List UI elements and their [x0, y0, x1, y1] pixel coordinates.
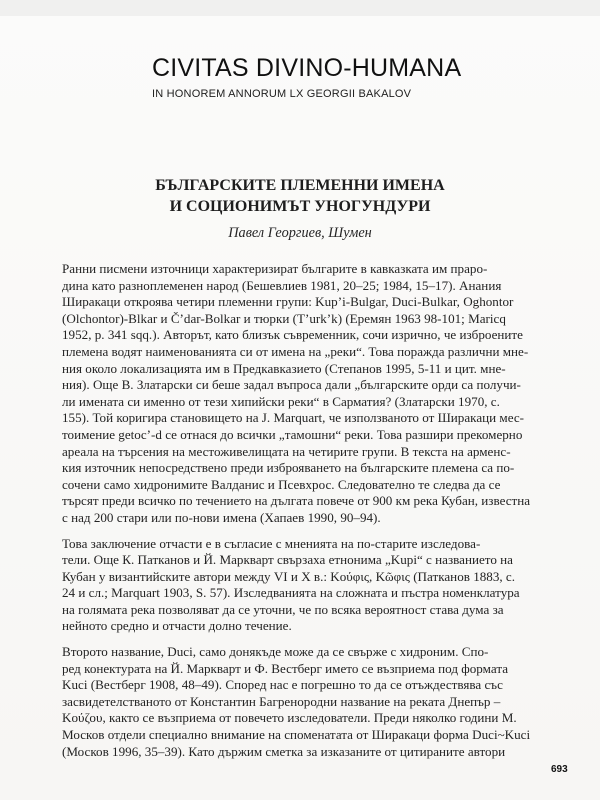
body-line: ния). Още В. Златарски си беше задал въпроса дали „българските орди са получи-: [62, 377, 521, 393]
body-line: тоимение getoc’-d се отнася до всички „тамошни“ реки. Това разшири прекомерно: [62, 426, 523, 442]
article-title: [40, 175, 560, 217]
body-line: (Москов 1996, 35–39). Като държим сметка за изказаните от цитираните автори: [62, 743, 506, 759]
body-line: ния около локализацията им в Предкавказието (Степанов 1995, 5-11 и цит. мне-: [62, 360, 506, 376]
body-line: ареала на търсения на местоживелищата на четирите групи. В текста на арменс-: [62, 443, 511, 459]
body-line: 1952, p. 341 sqq.). Авторът, като близък съвременник, сочи изрично, че изброените: [62, 327, 523, 343]
body-line: племена водят наименованията си от имена на „реки“. Това поражда различни мне-: [62, 343, 529, 359]
body-line: Ранни писмени източници характеризират българите в кавказката им прaро-: [62, 261, 488, 276]
body-line: 24 и сл.; Marquart 1903, S. 57). Изследванията на сложната и пъстра номенклатура: [62, 585, 520, 601]
body-line: нейното средно и отчасти долно течение.: [62, 618, 292, 634]
body-line: Кубан у византийските автори между VI и X в.: Κούφις, Κῶφις (Патканов 1883, с.: [62, 568, 516, 584]
body-line: дина като разноплеменен народ (Бешевлиев 1981, 20–25; 1984, 15–17). Анания: [62, 277, 502, 293]
body-line: с над 200 стари или по-нови имена (Хапаев 1990, 90–94).: [62, 509, 381, 525]
body-line: (Olchontor)-Blkar и Čʼdar-Bolkar и тюрки (Tʼurkʼk) (Еремян 1963 98-101; Maricq: [62, 310, 506, 326]
paragraph: [62, 536, 574, 636]
body-line: Това заключение отчасти е в съгласие с мненията на по-старите изследова-: [62, 535, 481, 551]
body-line: Κούζου, както се възприема от повечето изследователи. Преди няколко години М.: [62, 710, 517, 726]
body-line: кия източник непосредствено преди изброяването на българските племена са по-: [62, 460, 515, 476]
body-line: Москов отдели специално внимание на споменатата от Ширакаци форма Duci~Kuci: [62, 727, 531, 743]
page-top-rule: [0, 0, 600, 16]
paragraph: [62, 644, 574, 760]
page-number: 693: [551, 764, 568, 775]
body-line: на голямата река позволяват да се уточни, че по всяка вероятност става дума за: [62, 601, 504, 617]
body-line: засвидетелстваното от Константин Багренородни название на реката Днепър –: [62, 693, 501, 709]
article-body: [62, 261, 574, 769]
series-subtitle: IN HONOREM ANNORUM LX GEORGII BAKALOV: [152, 88, 412, 100]
body-line: ли имената си именно от тези хипийски реки“ в Сарматия? (Златарски 1970, с.: [62, 393, 500, 409]
body-line: ред конектурата на Й. Маркварт и Ф. Вестберг името се възприема под формата: [62, 660, 509, 676]
series-title: CIVITAS DIVINO-HUMANA: [152, 54, 462, 82]
author-line: Павел Георгиев, Шумен: [228, 225, 372, 241]
article-title-line: И СОЦИОНИМЪТ УНОГУНДУРИ: [169, 198, 431, 215]
body-line: Второто название, Duci, само донякъде може да се свърже с хидроним. Спо-: [62, 644, 489, 660]
body-line: Kuci (Вестберг 1908, 48–49). Според нас е погрешно то да се отъждествява със: [62, 677, 503, 693]
article-title-line: БЪЛГАРСКИТЕ ПЛЕМЕННИ ИМЕНА: [155, 177, 445, 194]
body-line: 155). Той коригира становището на J. Marquart, че използваното от Ширакаци мес-: [62, 410, 525, 426]
series-header: [152, 56, 472, 100]
body-line: тели. Още К. Патканов и Й. Маркварт свързаха етнонима „Kupi“ с названието на: [62, 552, 513, 568]
paragraph: [62, 261, 574, 527]
body-line: търсят преди всичко по течението на дългата повече от 900 км река Кубан, известна: [62, 493, 531, 509]
body-line: сочени само хидронимите Валданис и Псевхрос. Следователно те следва да се: [62, 476, 501, 492]
body-line: Ширакаци откроява четири племенни групи: Kup’i-Bulgar, Duci-Bulkar, Oghontor: [62, 294, 514, 310]
